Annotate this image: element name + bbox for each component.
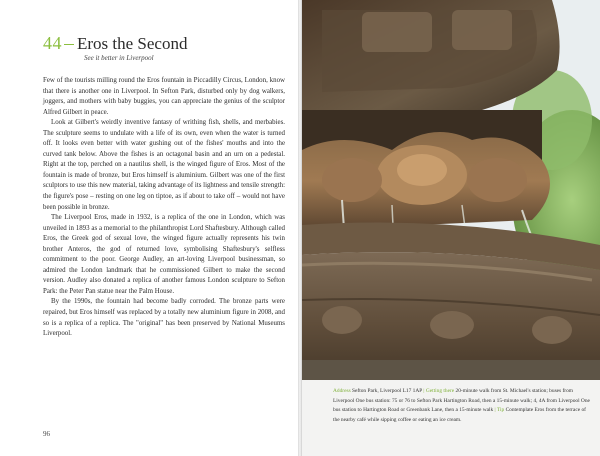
tip-label: Tip <box>496 407 505 413</box>
paragraph: The Liverpool Eros, made in 1932, is a replica of the one in London, which was unveiled in 1893 as a memorial to the philanthropist Lord Shaftesbury. Although called Eros, the Greek god of sexual love, the winged figure actually represents his twin brother Anteros, the god of returned love, symbolising Shaftesbury's selfless commitment to the poor. George Audley, an art-loving Liverpool businessman, so admired the London landmark that he commissioned Gilbert to make the second version. Audley also donated a replica of another famous London sculpture to Sefton Park: the Peter Pan statue near the Palm House. <box>43 214 285 295</box>
tip-value: Contemplate Eros from the terrace of the nearby café while sipping coffee or eating an ice cream. <box>333 407 586 423</box>
body-text <box>43 76 285 340</box>
paragraph: Look at Gilbert's weirdly inventive fantasy of writhing fish, shells, and merbabies. The sculpture seems to undulate with a life of its own, even when the water is turned off. It looks even better with water gushing out of the fishes' mouths and into the curved tank below. Above the fishes is an octagonal basin and an urn on a pedestal. Right at the top, perched on a nautilus shell, is the winged figure of Eros. Most of the fountain is made of bronze, but Eros himself is aluminium. Gilbert was one of the first sculptors to use this new material, taking advantage of its lightness and tensile strength: the figure's pose – resting on one leg on tiptoe, as if about to take off – would not have been possible in bronze. <box>43 119 285 211</box>
chapter-number: 44 <box>43 33 62 53</box>
caption-text <box>333 387 591 425</box>
practical-info-caption <box>302 380 600 456</box>
page-number: 96 <box>43 430 50 438</box>
paragraph: Few of the tourists milling round the Eros fountain in Piccadilly Circus, London, know that there is another one in Liverpool. In Sefton Park, disturbed only by dog walkers, joggers, and mothers with baby buggies, you can appreciate the genius of the sculptor Alfred Gilbert in peace. <box>43 77 285 116</box>
chapter-title: Eros the Second <box>77 34 188 53</box>
separator: | <box>423 388 425 394</box>
getting-there-value: 20-minute walk from St. Michael's station; buses from Liverpool One bus station: 75 or 76 to Sefton Park Hartington Road, then a 15-minute walk; 4, 4A from Liverpool One bus station to Hartington Road or Greenbank Lane, then a 15-minute walk <box>333 388 590 413</box>
chapter-heading <box>43 33 283 54</box>
separator: | <box>494 407 496 413</box>
paragraph: By the 1990s, the fountain had become badly corroded. The bronze parts were repaired, but Eros himself was replaced by a totally new aluminium figure in 2008, and so is a replica of a replica. The "original" has been preserved by National Museums Liverpool. <box>43 298 285 338</box>
chapter-subtitle: See it better in Liverpool <box>84 54 154 62</box>
getting-there-label: Getting there <box>425 388 455 394</box>
address-value: Sefton Park, Liverpool L17 1AP <box>352 388 423 394</box>
address-label: Address <box>333 388 351 394</box>
heading-rule <box>64 44 74 45</box>
